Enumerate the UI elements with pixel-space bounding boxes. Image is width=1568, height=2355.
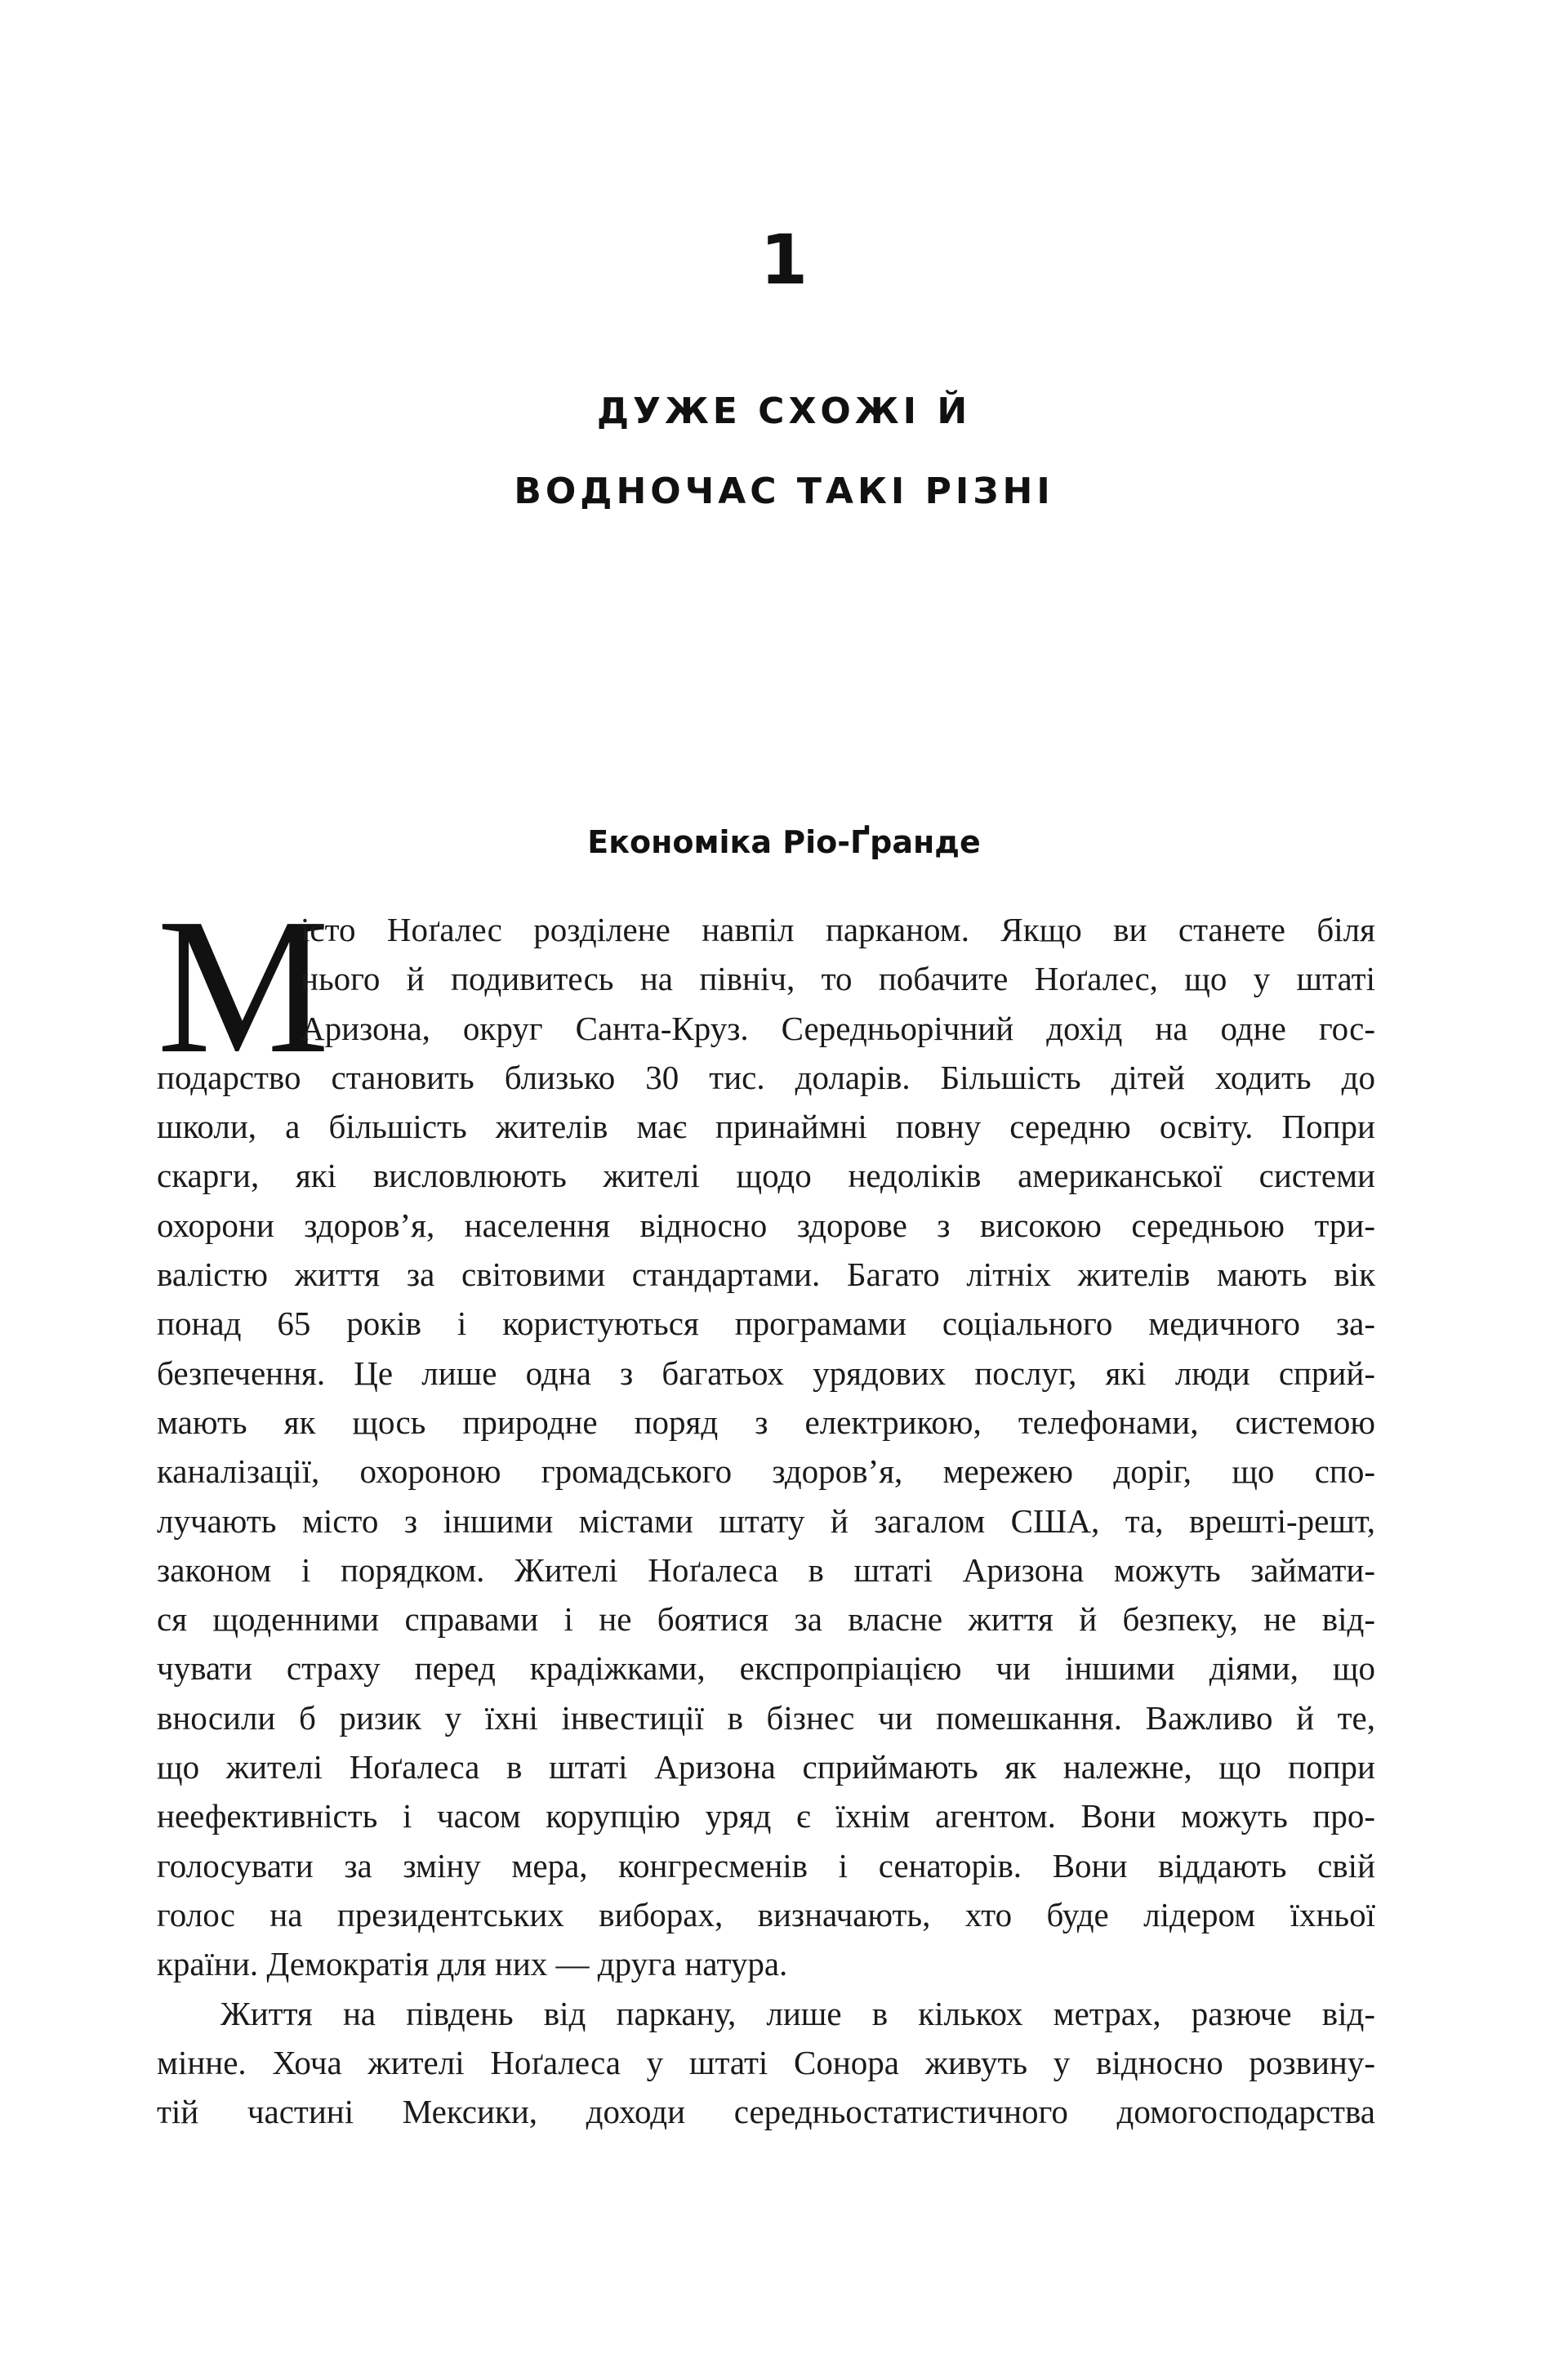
text-line: понад 65 років і користуються програмами соціального медичного за- <box>157 1305 1375 1343</box>
text-line: законом і порядком. Жителі Ноґалеса в штаті Аризона можуть займати- <box>157 1550 1375 1589</box>
paragraph-2 <box>157 1989 1375 2137</box>
text-line: мінне. Хоча жителі Ноґалеса у штаті Сонора живуть у відносно розвину- <box>157 2043 1375 2081</box>
section-heading: Економіка Ріо-Ґранде <box>587 824 981 860</box>
text-line: каналізації, охороною громадського здоров’я, мережею доріг, що спо- <box>157 1452 1375 1491</box>
chapter-title <box>0 372 1568 532</box>
text-line: країни. Демократія для них — друга натура. <box>157 1945 788 1983</box>
chapter-title-line-1: ДУЖЕ СХОЖІ Й <box>596 390 972 432</box>
text-line: лучають місто з іншими містами штату й загалом США, та, врешті-решт, <box>157 1501 1375 1540</box>
body-text <box>157 879 1375 2136</box>
text-line: голосувати за зміну мера, конгресменів і сенаторів. Вони віддають свій <box>157 1846 1375 1884</box>
text-line: охорони здоров’я, населення відносно здорове з високою середньою три- <box>157 1206 1375 1244</box>
drop-cap: М <box>157 879 330 1094</box>
text-line: подарство становить близько 30 тис. доларів. Більшість дітей ходить до <box>157 1058 1375 1096</box>
paragraph-1 <box>157 879 1375 1989</box>
text-line: істо Ноґалес розділене навпіл парканом. Якщо ви станете біля <box>301 911 1375 948</box>
text-line: нього й подивитесь на північ, то побачите Ноґалес, що у штаті <box>301 960 1375 998</box>
text-line: валістю життя за світовими стандартами. Багато літніх жителів мають вік <box>157 1256 1375 1294</box>
text-line: Життя на південь від паркану, лише в кількох метрах, разюче від- <box>220 1994 1375 2032</box>
chapter-title-line-2: ВОДНОЧАС ТАКІ РІЗНІ <box>514 471 1054 512</box>
text-line: тій частині Мексики, доходи середньостатистичного домогосподарства <box>157 2093 1375 2131</box>
text-line: безпечення. Це лише одна з багатьох урядових послуг, які люди сприй- <box>157 1354 1375 1392</box>
chapter-number: 1 <box>760 220 808 300</box>
text-line: неефективність і часом корупцію уряд є їхнім агентом. Вони можуть про- <box>157 1797 1375 1835</box>
text-line: Аризона, округ Санта-Круз. Середньорічний дохід на одне гос- <box>301 1009 1375 1047</box>
text-line: голос на президентських виборах, визначають, хто буде лідером їхньої <box>157 1895 1375 1934</box>
text-line: що жителі Ноґалеса в штаті Аризона сприймають як належне, що попри <box>157 1748 1375 1786</box>
text-line: вносили б ризик у їхні інвестиції в бізнес чи помешкання. Важливо й те, <box>157 1698 1375 1737</box>
text-line: школи, а більшість жителів має принаймні повну середню освіту. Попри <box>157 1108 1375 1146</box>
text-line: ся щоденними справами і не боятися за власне життя й безпеку, не від- <box>157 1600 1375 1639</box>
text-line: скарги, які висловлюють жителі щодо недоліків американської системи <box>157 1157 1375 1195</box>
text-line: мають як щось природне поряд з електрикою, телефонами, системою <box>157 1403 1375 1441</box>
text-line: чувати страху перед крадіжками, експропріацією чи іншими діями, що <box>157 1649 1375 1688</box>
